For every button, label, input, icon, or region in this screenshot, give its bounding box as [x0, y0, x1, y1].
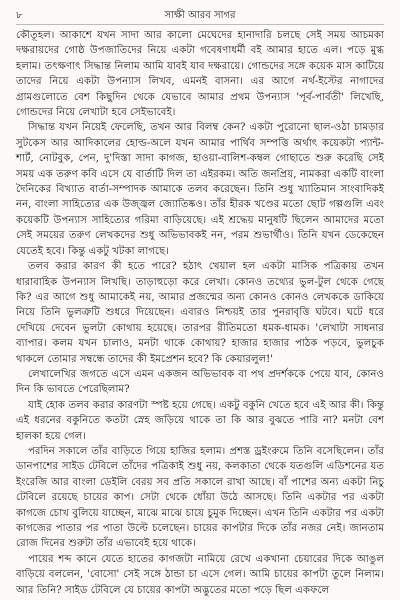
- paragraph-1: কৌতূহল। আকাশে যখন সাদা আর কালো মেঘেদের হানাদারি চলছে সেই সময় আচমকা দক্ষরায়দের গোষ্ঠ উপজাতিদের নিয়ে একটা গবেষণাধর্মী বই আমার হাতে এল। পড়ে মুগ্ধ হলাম। তৎক্ষণাৎ সিদ্ধান্ত নিলাম আমি যাবই যাব দক্ষরায়ে। গোন্ডদের সঙ্গে কয়েক মাস কাটিয়ে তাদের নিয়ে একটা উপন্যাস লিখব, এমনই বাসনা। এর আগে নর্থ-ইস্টের নাগাদের গ্রামগুলোতে বেশ কিছুদিন থেকে যেভাবে আমার প্রথম উপন্যাস 'পূর্ব-পার্বতী' লিখেছি, গোন্ডদের নিয়ে লেখাটা হবে সেইভাবেই।: [16, 30, 384, 119]
- book-title: সাক্ষী আরব সাগর: [164, 10, 236, 21]
- running-head: [16, 8, 384, 25]
- paragraph-6: পরদিন সকালে তাঁর বাড়িতে গিয়ে হাজির হলাম। প্রশস্ত ড্রইংরুমে তিনি বসেছিলেন। তাঁর ডানপাশের সাইড টেবিলে তাঁদের পত্রিকাই শুধু নয়, কলকাতা থেকে যতগুলি এডিশনের যত ইংরেজি আর বাংলা ডেইলি বেরয় সব প্রতি সকালে রাখা আছে। বাঁ পাশের অন্য একটা নিচু টেবিলে রয়েছে চায়ের কাপ। সেটা থেকে ধোঁয়া উঠে আসছে। তিনি একটার পর একটা কাগজে চোখ বুলিয়ে যাচ্ছেন, মাঝে মাঝে চায়ে চুমুক দিচ্ছেন। এখন তিনি একটার পর একটা কাগজের পাতার পর পাতা উল্টে চলেছেন। চায়ের কাপটার দিকে তাঁর নজর নেই। জানতাম রোজ দিনের শুরুটা তাঁর এভাবেই হয়ে থাকে।: [16, 445, 384, 550]
- paragraph-2: সিদ্ধান্ত যখন নিয়েই ফেলেছি, তখন আর বিলম্ব কেন? একটা পুরোনো ছাল-ওঠা চামড়ার সুটকেস আর আদিকালের হোল্ড-অলে যখন আমার পার্থিব সম্পত্তি অর্থাৎ কয়েকটা প্যান্ট-শার্ট, নোটবুক, পেন, দু'দিস্তা সাদা কাগজ, হাওয়া-বালিশ-কম্বল গোছাতে শুরু করেছি সেই সময় এক তরুণ কবি এসে যে বার্তাটি দিল তা এইরকম। অতি জনপ্রিয়, নামকরা একটি বাংলা দৈনিকের বিখ্যাত বার্তা-সম্পাদক আমাকে তলব করেছেন। তিনি শুধু খ্যাতিমান সাংবাদিকই নন, বাংলা সাহিত্যের এক উজ্জ্বল জ্যোতিষ্কও। তাঁর হীরক খণ্ডের মতো ছোট গল্পগুলি এবং কয়েকটি উপন্যাস সাহিত্যের গরিমা বাড়িয়েছে। এই শ্রদ্ধেয় মানুষটি ছিলেন আমাদের মতো সেই সময়ের তরুণ লেখকদের শুধু অভিভাবকই নন, পরম শুভার্থীও। তিনি যখন ডেকেছেন যেতেই হবে। কিন্তু একটু খটকা লাগছে।: [16, 122, 384, 257]
- paragraph-3: তলব করার কারণ কী হতে পারে? হঠাৎ খেয়াল হল একটা মাসিক পত্রিকায় তখন ধারাবাহিক উপন্যাস লিখছি। তাড়াহুড়ো করে লেখা। কোনও তথ্যের ভুল-টুল থেকে গেছে কি? এর আগে শুধু আমাকেই নয়, আমার প্রজন্মের অন্য কোনও কোনও লেখককে ডাকিয়ে নিয়ে তিনি ভুলত্রুটি শুধরে দিয়েছেন। এবারও নিশ্চয়ই তার পুনরাবৃত্তি ঘটবে। ঘটে ধরে দেখিয়ে দেবেন ভুলটা কোথায় হয়েছে। তারপর রীতিমতো ধমক-ধামক। 'লেখাটা সাধনার ব্যাপার। কলম যখন চালাও, মনটা থাকে কোথায়? হাজার হাজার পাঠক পড়বে, ভুলচুক থাকলে তোমার সম্বন্ধে তাদের কী ইমপ্রেশন হবে? কি কেয়ারলুল!': [16, 261, 384, 365]
- paragraph-7: পায়ের শব্দ কানে যেতে হাতের কাগজটা নামিয়ে রেখে একখানা চেয়ারের দিকে আঙুল বাড়িয়ে বললেন, 'বোসো' সেই সঙ্গে ঠান্ডা চা এসে গেল। আমি চায়ের কাপটা তুলে নিলাম। আর তিনি? সাইড টেবিলে যে চায়ের কাপটা অদ্ভুতের মতো পড়ে ছিল একফলে: [16, 553, 384, 596]
- page-number: ৮: [16, 10, 23, 21]
- body-text: [16, 28, 384, 598]
- paragraph-4: লেখালেখির জগতে এসে এমন একজন অভিভাবক বা পথ প্রদর্শককে পেয়ে যাব, কোনও দিন কি ভাবতে পেরেছিলাম?: [16, 368, 384, 396]
- paragraph-5: যাই হোক তলব করার কারণটা স্পষ্ট হয়ে গেছে। একটু বকুনি খেতে হবে এই আর কী। কিন্তু এই ধরনের বকুনিতে কতটা স্নেহ জড়িয়ে থাকে তা কি আর বুঝতে পারি না? মনটা বেশ হালকা হয়ে গেল।: [16, 399, 384, 442]
